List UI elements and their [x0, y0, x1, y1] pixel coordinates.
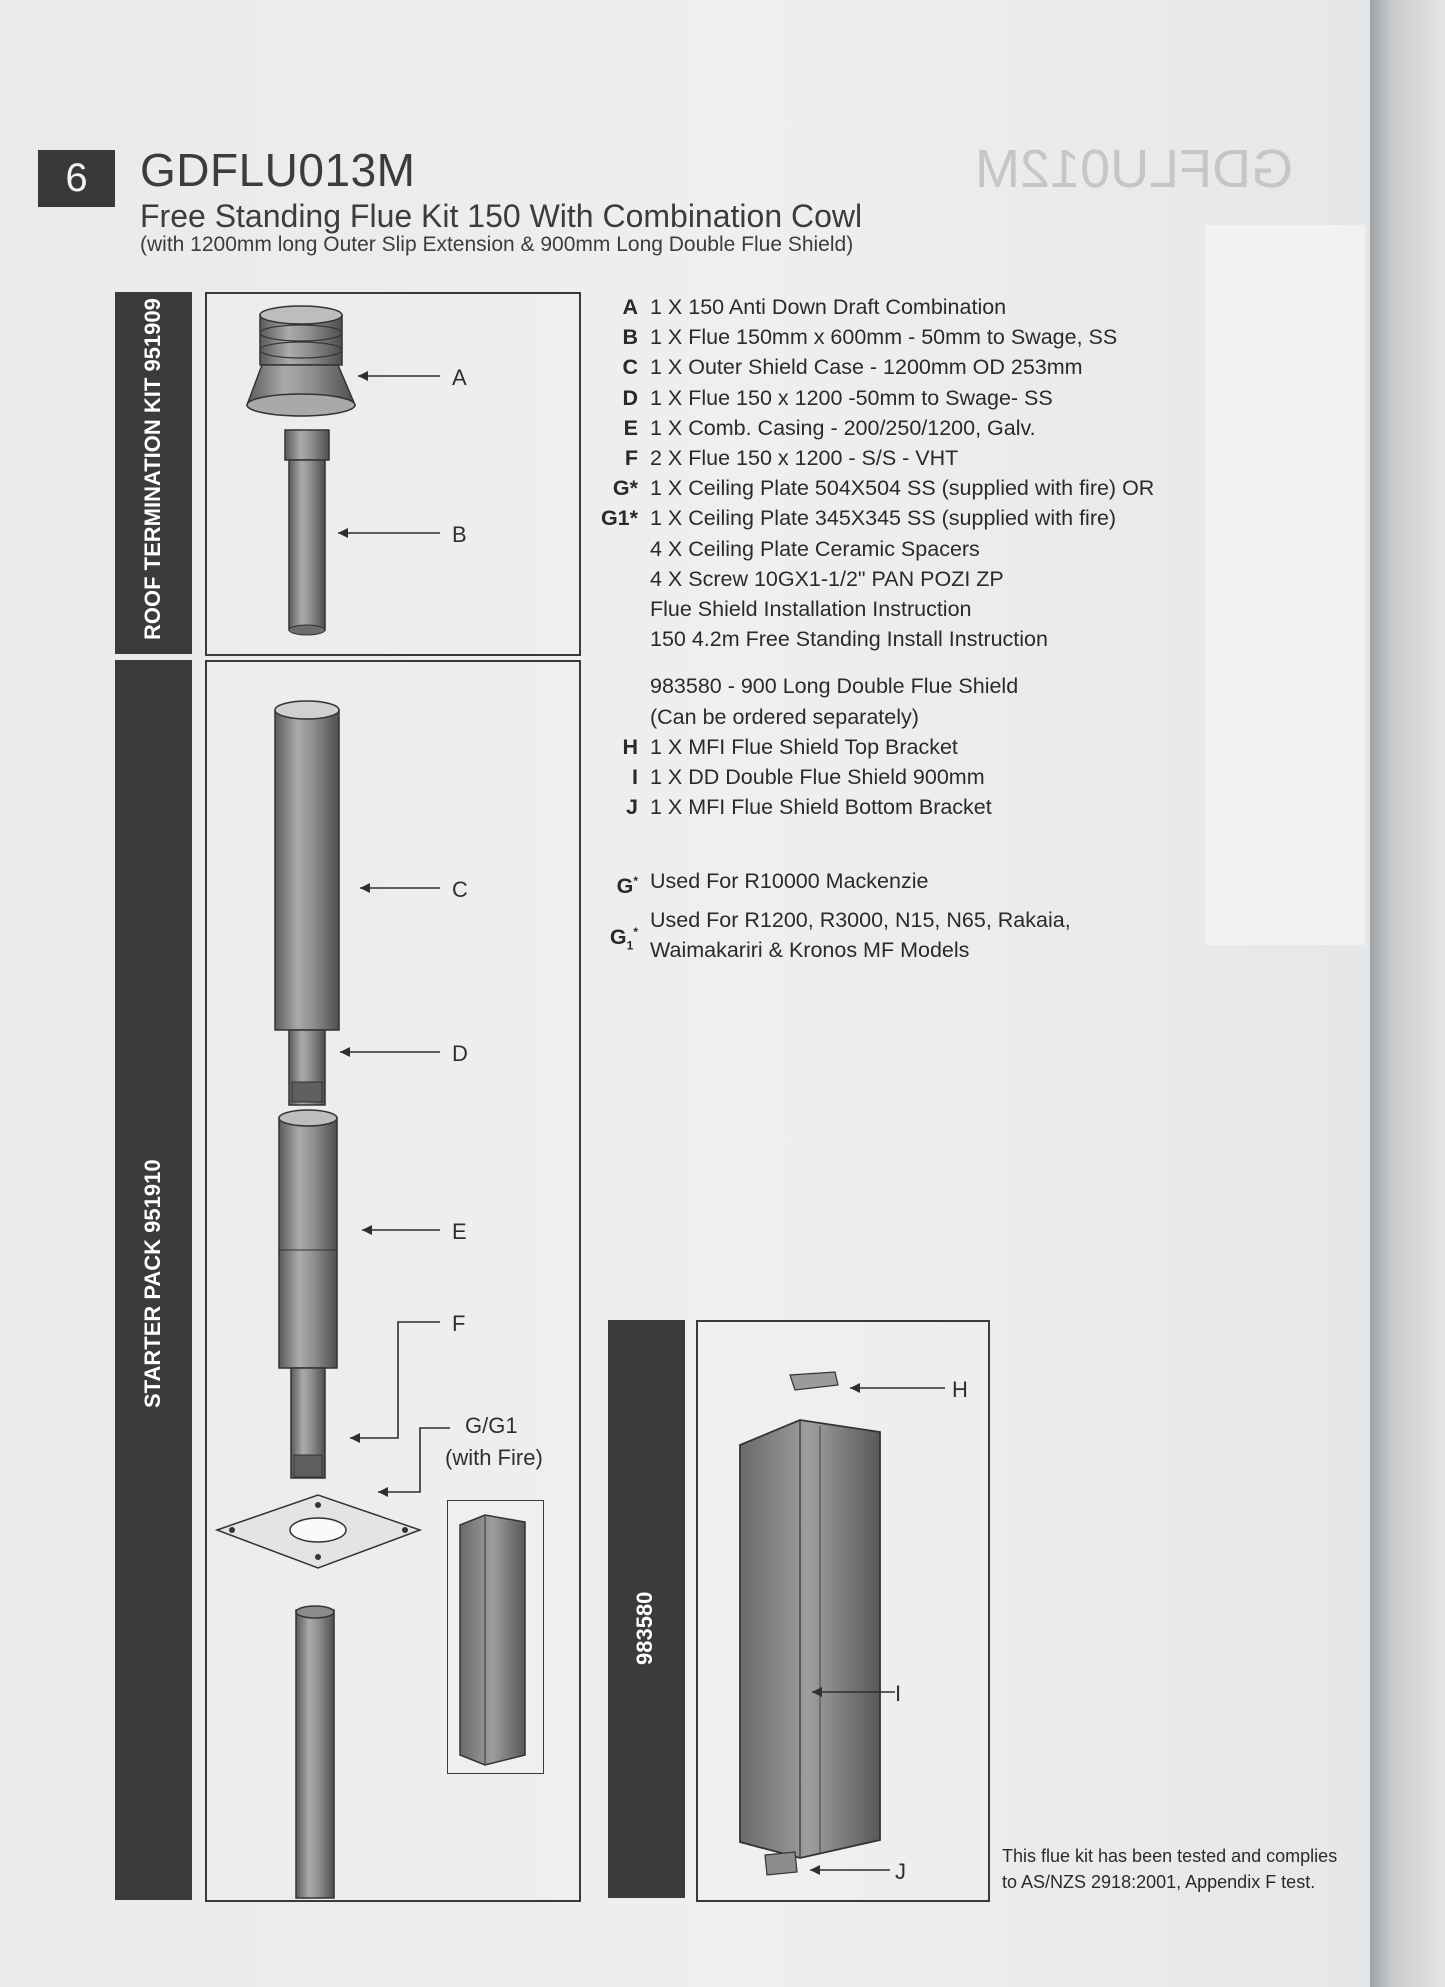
roof-kit-label: ROOF TERMINATION KIT 951909 [140, 298, 165, 640]
flue-part-d [289, 1030, 325, 1105]
part-row-shield-instruction: Flue Shield Installation Instruction [650, 597, 972, 622]
shield-row-h: H 1 X MFI Flue Shield Top Bracket [622, 734, 958, 759]
inset-shield-drawing [460, 1515, 525, 1765]
parts-list [590, 292, 1210, 822]
shield-code-label: 983580 [632, 1591, 657, 1665]
callout-f: F [452, 1311, 466, 1336]
callout-h: H [952, 1377, 968, 1402]
shield-case-part-c [275, 701, 339, 1030]
note-g1: $G_1^*$ Used For R1200, R3000, N15, N65, Rakaia, Waimakariri & Kronos MF Models [609, 908, 1071, 963]
callout-g: G/G1 [465, 1413, 518, 1438]
ceiling-plate-part-g [217, 1495, 420, 1568]
callout-a: A [452, 365, 467, 390]
callout-c: C [452, 877, 468, 902]
page-title: Free Standing Flue Kit 150 With Combination Cowl [140, 198, 863, 234]
cowl-part-a [247, 306, 355, 416]
shield-row-note: (Can be ordered separately) [650, 704, 919, 729]
part-row-screws: 4 X Screw 10GX1-1/2" PAN POZI ZP [650, 566, 1004, 591]
bleed-through-model: GDFLU012M [975, 139, 1294, 199]
part-row-e: E 1 X Comb. Casing - 200/250/1200, Galv. [623, 415, 1036, 440]
part-row-c: C 1 X Outer Shield Case - 1200mm OD 253mm [622, 355, 1083, 380]
note-g: G* Used For R10000 Mackenzie [616, 869, 929, 899]
page-subtitle: (with 1200mm long Outer Slip Extension & 900mm Long Double Flue Shield) [140, 233, 854, 256]
shield-row-title: 983580 - 900 Long Double Flue Shield [650, 674, 1019, 699]
part-row-a: A 1 X 150 Anti Down Draft Combination [622, 295, 1007, 319]
shield-row-i: I 1 X DD Double Flue Shield 900mm [632, 765, 985, 790]
flue-part-f [291, 1368, 325, 1478]
double-flue-shield-drawing [740, 1372, 880, 1875]
model-number: GDFLU013M [140, 144, 416, 196]
page-number: 6 [38, 150, 115, 207]
shield-row-j: J 1 X MFI Flue Shield Bottom Bracket [626, 795, 992, 820]
casing-part-e [279, 1110, 337, 1368]
callout-d: D [452, 1041, 468, 1066]
callout-i: I [895, 1681, 902, 1706]
part-row-f: F 2 X Flue 150 x 1200 - S/S - VHT [624, 446, 959, 471]
callout-j: J [895, 1859, 906, 1884]
callout-b: B [452, 522, 467, 547]
part-row-d: D 1 X Flue 150 x 1200 -50mm to Swage- SS [622, 385, 1053, 410]
part-row-g: G* 1 X Ceiling Plate 504X504 SS (supplied with fire) OR [612, 476, 1155, 501]
model-notes [590, 866, 1071, 965]
flue-part-f-second [296, 1606, 334, 1898]
part-row-install-instruction: 150 4.2m Free Standing Install Instruction [650, 627, 1048, 652]
part-row-b: B 1 X Flue 150mm x 600mm - 50mm to Swage, SS [622, 325, 1118, 350]
flue-part-b [285, 430, 329, 635]
part-row-spacers: 4 X Ceiling Plate Ceramic Spacers [650, 536, 980, 561]
starter-pack-label: STARTER PACK 951910 [140, 1159, 165, 1408]
compliance-note: This flue kit has been tested and complies to AS/NZS 2918:2001, Appendix F test. [1002, 1846, 1338, 1892]
part-row-g1: G1* 1 X Ceiling Plate 345X345 SS (supplied with fire) [600, 506, 1117, 531]
callout-e: E [452, 1219, 467, 1244]
callout-g-note: (with Fire) [445, 1445, 543, 1470]
